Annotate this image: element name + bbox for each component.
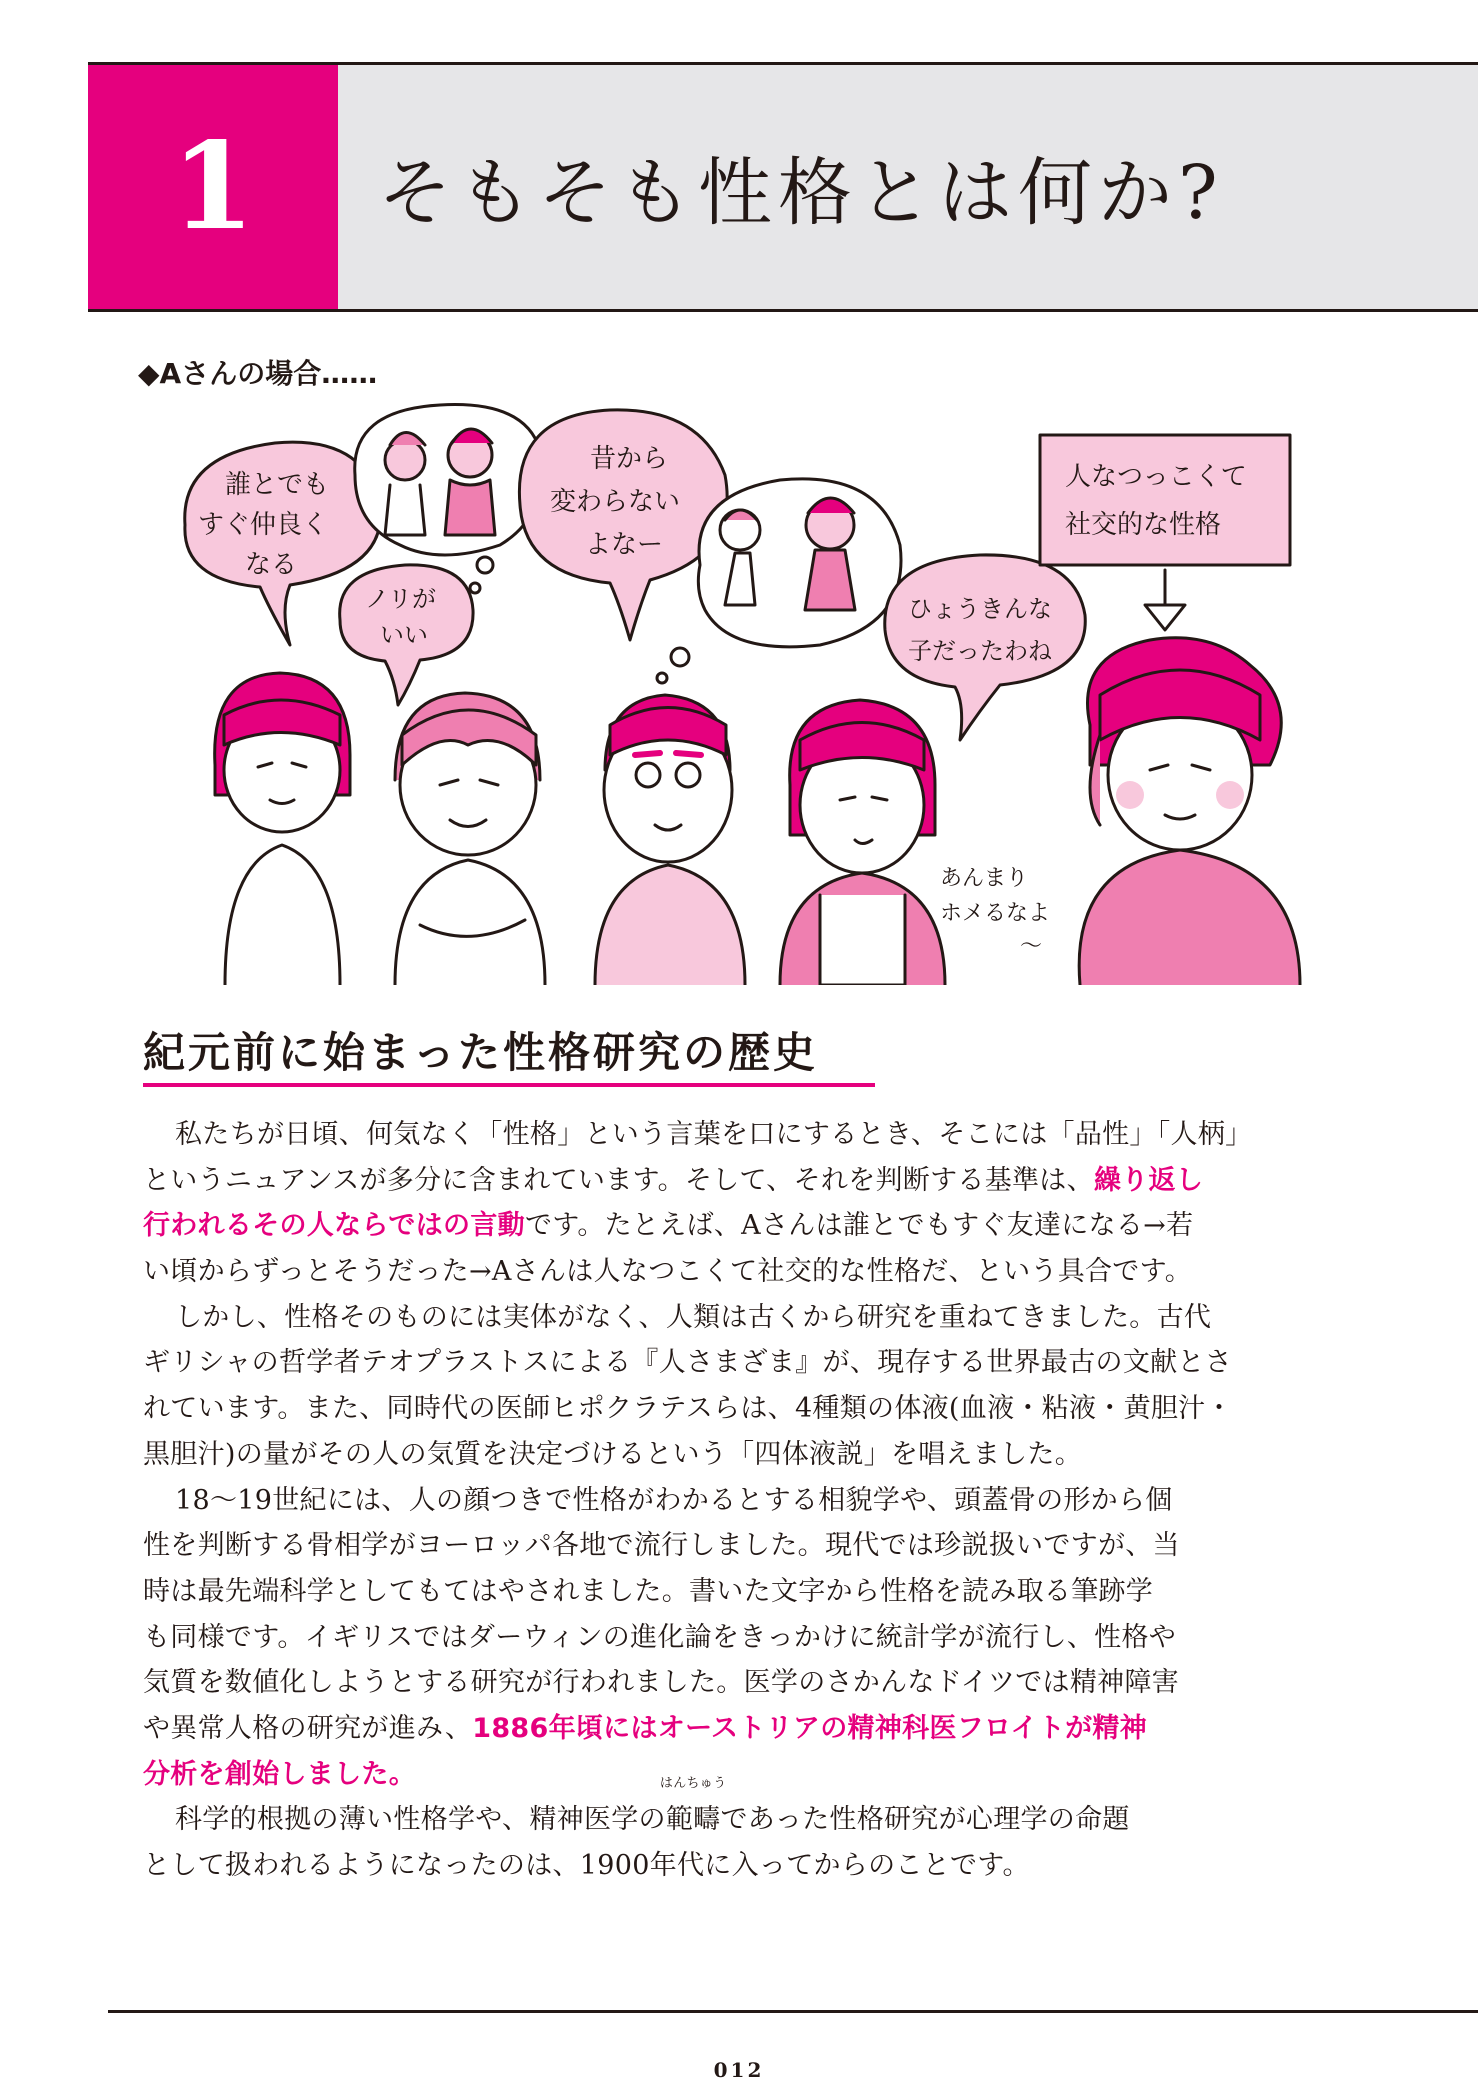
text-span: や異常人格の研究が進み、 [143, 1712, 473, 1744]
text-line: しかし、性格そのものには実体がなく、人類は古くから研究を重ねてきました。古代 [175, 1301, 1212, 1333]
bubble-3-line-1: 昔から [590, 444, 669, 474]
text-line: ギリシャの哲学者テオプラストスによる『人さまざま』が、現存する世界最古の文献とさ [143, 1347, 1233, 1379]
text-line: れています。また、同時代の医師ヒポクラテスらは、4種類の体液(血液・粘液・黄胆汁・ [143, 1393, 1233, 1425]
remark-text [940, 866, 1050, 959]
text-span: 科学的根拠の薄い性格学や、精神医学の [175, 1804, 666, 1836]
text-line [143, 1203, 1323, 1249]
chapter-number: 1 [171, 116, 255, 257]
body-text [143, 1112, 1323, 1889]
highlight-text: 分析を創始しました。 [143, 1758, 416, 1790]
text-line: 私たちが日頃、何気なく「性格」という言葉を口にするとき、そこには「品性」「人柄」 [175, 1119, 1253, 1150]
text-span: であった性格研究が心理学の命題 [720, 1804, 1130, 1836]
text-line [143, 1776, 1323, 1843]
thought-bubble-1 [355, 405, 542, 593]
text-line: も同様です。イギリスではダーウィンの進化論をきっかけに統計学が流行し、性格や [143, 1621, 1177, 1653]
bubble-1-line-3: なる [245, 550, 298, 580]
bubble-1-line-2: すぐ仲良く [198, 510, 329, 540]
paragraph-4 [143, 1776, 1323, 1888]
page-number: 012 [713, 2058, 765, 2082]
text-span: というニュアンスが多分に含まれています。そして、それを判断する基準は、 [143, 1164, 1094, 1196]
ruby-base: 範疇 [665, 1804, 721, 1836]
bubble-1-line-1: 誰とでも [225, 470, 330, 500]
remark-line-3: 〜 [1020, 934, 1043, 959]
text-line: 黒胆汁)の量がその人の気質を決定づけるという「四体液説」を唱えました。 [143, 1438, 1083, 1470]
label-box-line-1: 人なつっこくて [1065, 462, 1247, 492]
case-label: ◆Aさんの場合…… [138, 357, 378, 390]
label-box-line-2: 社交的な性格 [1065, 510, 1222, 540]
text-line [143, 1752, 1323, 1798]
chapter-title: そもそも性格とは何か? [378, 150, 1224, 236]
text-line: として扱われるようになったのは、1900年代に入ってからのことです。 [143, 1850, 1030, 1881]
remark-line-2: ホメるなよ [940, 901, 1051, 926]
highlight-text: 1886年頃にはオーストリアの精神科医フロイトが精神 [472, 1712, 1148, 1744]
bubble-3-line-3: よなー [585, 530, 664, 560]
person-4 [780, 700, 945, 985]
highlight-text: 繰り返し [1093, 1164, 1204, 1196]
text-line [143, 1706, 1323, 1752]
paragraph-1 [143, 1112, 1323, 1295]
ruby-word [659, 1776, 727, 1843]
highlight-text: 行われるその人ならではの言動 [143, 1210, 525, 1242]
bubble-2-line-2: いい [380, 621, 428, 649]
person-5 [1079, 638, 1300, 985]
chapter-title-band [338, 65, 1478, 309]
ruby-reading: はんちゅう [659, 1776, 727, 1792]
text-line: 気質を数値化しようとする研究が行われました。医学のさかんなドイツでは精神障害 [143, 1667, 1180, 1699]
person-2 [395, 693, 545, 985]
speech-bubble-2 [340, 565, 473, 705]
chapter-number-box [88, 65, 338, 309]
header-bottom-rule [88, 309, 1478, 312]
text-line [143, 1158, 1323, 1204]
section-heading: 紀元前に始まった性格研究の歴史 [143, 1028, 819, 1077]
speech-bubble-4 [885, 555, 1086, 740]
illustration [140, 395, 1340, 985]
person-1 [215, 673, 350, 985]
text-line: 18〜19世紀には、人の顔つきで性格がわかるとする相貌学や、頭蓋骨の形から個 [175, 1484, 1173, 1516]
remark-line-1: あんまり [940, 866, 1029, 891]
bubble-4-line-2: 子だったわね [908, 637, 1052, 665]
text-span: です。たとえば、Aさんは誰とでもすぐ友達になる→若 [524, 1210, 1194, 1242]
text-line: い頃からずっとそうだった→Aさんは人なつこくて社交的な性格だ、という具合です。 [143, 1256, 1193, 1288]
paragraph-3 [143, 1478, 1323, 1798]
bubble-3-line-2: 変わらない [550, 487, 681, 517]
paragraph-2 [143, 1295, 1323, 1478]
speech-bubble-3 [519, 410, 727, 640]
section-heading-underline [143, 1083, 875, 1087]
chapter-header [88, 62, 1478, 312]
text-line: 時は最先端科学としてもてはやされました。書いた文字から性格を読み取る筆跡学 [143, 1575, 1154, 1607]
bubble-2-line-1: ノリが [365, 585, 437, 613]
footer-rule [108, 2010, 1478, 2013]
person-3 [595, 695, 745, 985]
bubble-4-line-1: ひょうきんな [908, 595, 1052, 623]
text-line: 性を判断する骨相学がヨーロッパ各地で流行しました。現代では珍説扱いですが、当 [143, 1530, 1180, 1562]
